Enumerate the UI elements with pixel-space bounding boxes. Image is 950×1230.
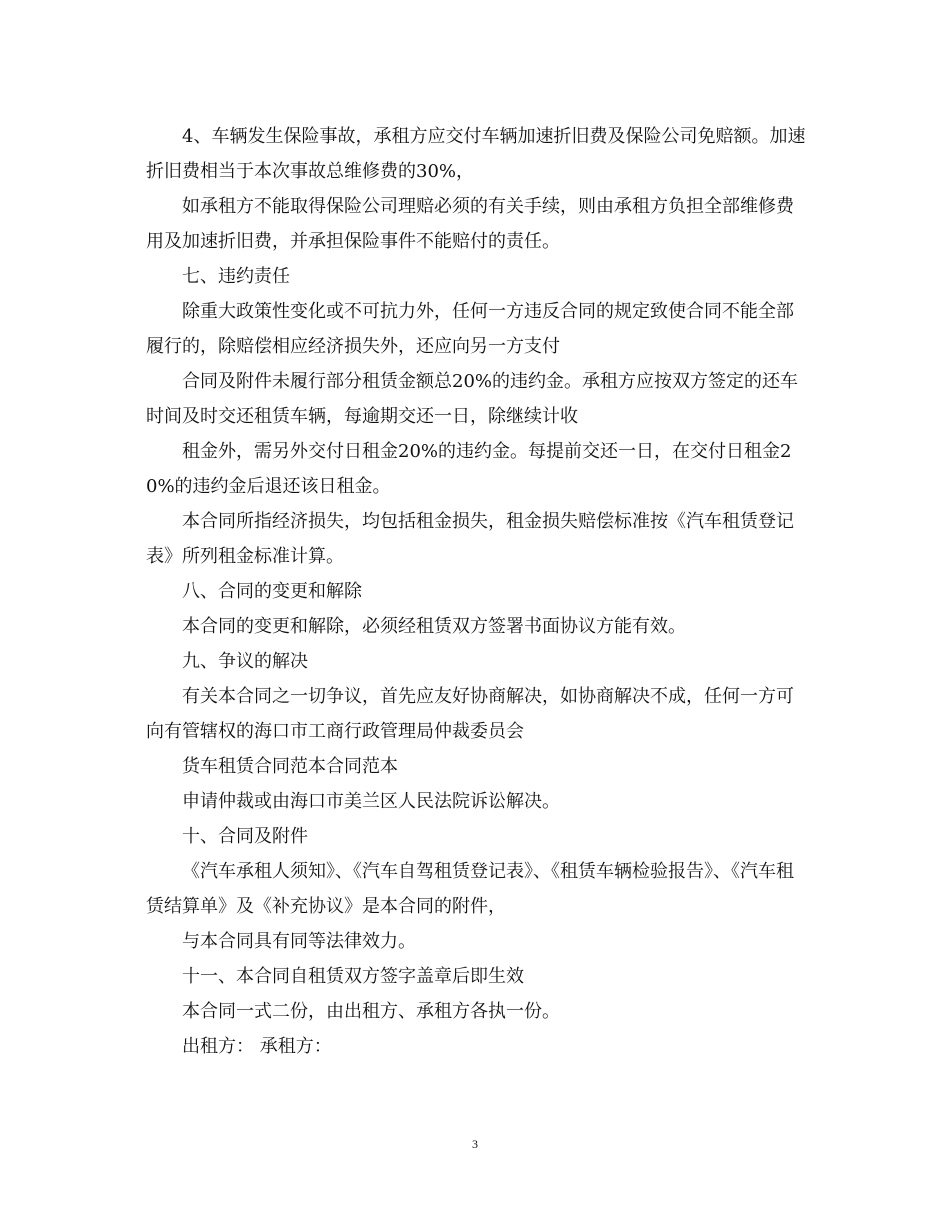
paragraph-economic-loss: 本合同所指经济损失，均包括租金损失，租金损失赔偿标准按《汽车租赁登记表》所列租金标准计算。 — [146, 511, 794, 567]
heading-change-termination: 八、合同的变更和解除 — [182, 581, 362, 602]
heading-breach-liability: 七、违约责任 — [182, 266, 290, 287]
paragraph-copies: 本合同一式二份，由出租方、承租方各执一份。 — [182, 1001, 560, 1022]
paragraph-breach-general: 除重大政策性变化或不可抗力外，任何一方违反合同的规定致使合同不能全部履行的，除赔偿相应经济损失外，还应向另一方支付 — [146, 301, 794, 357]
page-number: 3 — [472, 1137, 478, 1151]
paragraph-accident-depreciation: 4、车辆发生保险事故，承租方应交付车辆加速折旧费及保险公司免赔额。加速折旧费相当于本次事故总维修费的30%， — [146, 126, 806, 182]
paragraph-arbitration: 申请仲裁或由海口市美兰区人民法院诉讼解决。 — [182, 791, 560, 812]
paragraph-template-note: 货车租赁合同范本合同范本 — [182, 756, 398, 777]
heading-dispute-resolution: 九、争议的解决 — [182, 651, 308, 672]
paragraph-insurance-claim: 如承租方不能取得保险公司理赔必须的有关手续，则由承租方负担全部维修费用及加速折旧费，并承担保险事件不能赔付的责任。 — [146, 196, 794, 252]
heading-contract-attachments: 十、合同及附件 — [182, 826, 308, 847]
document-body — [146, 119, 806, 1064]
paragraph-rent-penalty: 租金外，需另外交付日租金20%的违约金。每提前交还一日，在交付日租金20%的违约金后退还该日租金。 — [146, 441, 792, 497]
heading-effective-date: 十一、本合同自租赁双方签字盖章后即生效 — [182, 966, 524, 987]
paragraph-attachment-list: 《汽车承租人须知》、《汽车自驾租赁登记表》、《租赁车辆检验报告》、《汽车租赁结算单》及《补充协议》是本合同的附件， — [146, 861, 794, 917]
paragraph-breach-penalty: 合同及附件未履行部分租赁金额总20%的违约金。承租方应按双方签定的还车时间及时交还租赁车辆，每逾期交还一日，除继续计收 — [146, 371, 799, 427]
paragraph-dispute-negotiation: 有关本合同之一切争议，首先应友好协商解决，如协商解决不成，任何一方可向有管辖权的海口市工商行政管理局仲裁委员会 — [146, 686, 794, 742]
paragraph-legal-effect: 与本合同具有同等法律效力。 — [182, 931, 416, 952]
signature-line: 出租方： 承租方： — [182, 1036, 332, 1057]
paragraph-change-termination: 本合同的变更和解除，必须经租赁双方签署书面协议方能有效。 — [182, 616, 686, 637]
